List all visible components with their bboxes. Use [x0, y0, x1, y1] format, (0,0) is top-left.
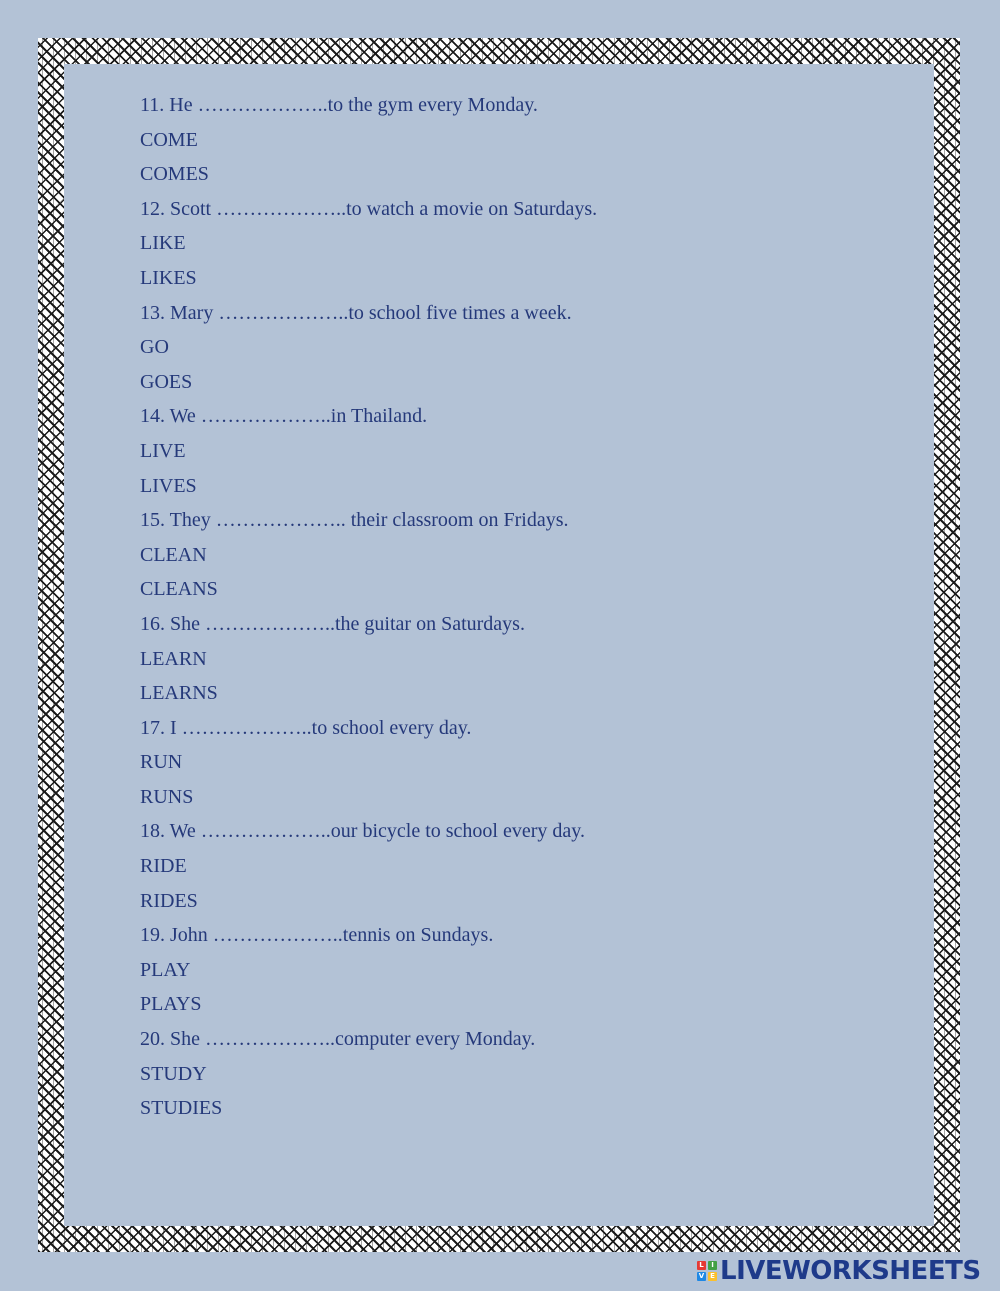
- answer-option[interactable]: RIDE: [140, 855, 187, 878]
- question-item: [140, 711, 900, 815]
- logo-mark-letter: E: [708, 1272, 717, 1281]
- answer-option[interactable]: COME: [140, 128, 198, 151]
- question-sentence: 20. She ………………..computer every Monday.: [140, 1028, 536, 1051]
- answer-option[interactable]: CLEAN: [140, 543, 207, 566]
- logo-mark-letter: L: [697, 1261, 706, 1270]
- question-list: [140, 88, 900, 1126]
- liveworksheets-logo[interactable]: [697, 1256, 995, 1286]
- answer-option[interactable]: LEARNS: [140, 682, 218, 705]
- logo-mark-letter: V: [698, 1272, 705, 1280]
- answer-option[interactable]: RUNS: [140, 785, 194, 808]
- answer-option[interactable]: PLAY: [140, 958, 191, 981]
- answer-option[interactable]: LIVE: [140, 439, 186, 462]
- question-sentence: 16. She ………………..the guitar on Saturdays.: [140, 612, 525, 635]
- question-item: [140, 192, 900, 296]
- question-item: [140, 88, 900, 192]
- question-sentence: 12. Scott ………………..to watch a movie on Saturdays.: [140, 197, 598, 220]
- answer-option[interactable]: RIDES: [140, 889, 198, 912]
- logo-mark-icon: [697, 1261, 717, 1281]
- answer-option[interactable]: CLEANS: [140, 578, 218, 601]
- answer-option[interactable]: LEARN: [140, 647, 207, 670]
- answer-option[interactable]: LIKE: [140, 232, 186, 255]
- question-sentence: 11. He ………………..to the gym every Monday.: [140, 94, 538, 116]
- question-item: [140, 399, 900, 503]
- question-sentence: 17. I ………………..to school every day.: [140, 716, 472, 739]
- answer-option[interactable]: GOES: [140, 370, 193, 393]
- question-sentence: 15. They ……………….. their classroom on Fridays.: [140, 509, 569, 532]
- answer-option[interactable]: LIKES: [140, 266, 197, 289]
- question-item: [140, 296, 900, 400]
- answer-option[interactable]: PLAYS: [140, 993, 202, 1016]
- question-item: [140, 503, 900, 607]
- answer-option[interactable]: STUDIES: [140, 1097, 223, 1120]
- question-item: [140, 607, 900, 711]
- answer-option[interactable]: RUN: [140, 751, 183, 774]
- answer-option[interactable]: LIVES: [140, 474, 197, 497]
- question-item: [140, 918, 900, 1022]
- logo-text: LIVEWORKSHEETS: [720, 1256, 981, 1286]
- logo-mark-letter: I: [708, 1261, 717, 1270]
- question-sentence: 14. We ………………..in Thailand.: [140, 405, 428, 428]
- question-item: [140, 1022, 900, 1126]
- question-sentence: 19. John ………………..tennis on Sundays.: [140, 924, 494, 947]
- question-sentence: 18. We ………………..our bicycle to school every day.: [140, 820, 585, 843]
- answer-option[interactable]: COMES: [140, 163, 209, 186]
- answer-option[interactable]: GO: [140, 336, 169, 359]
- question-sentence: 13. Mary ………………..to school five times a week.: [140, 301, 572, 324]
- question-item: [140, 814, 900, 918]
- answer-option[interactable]: STUDY: [140, 1062, 207, 1085]
